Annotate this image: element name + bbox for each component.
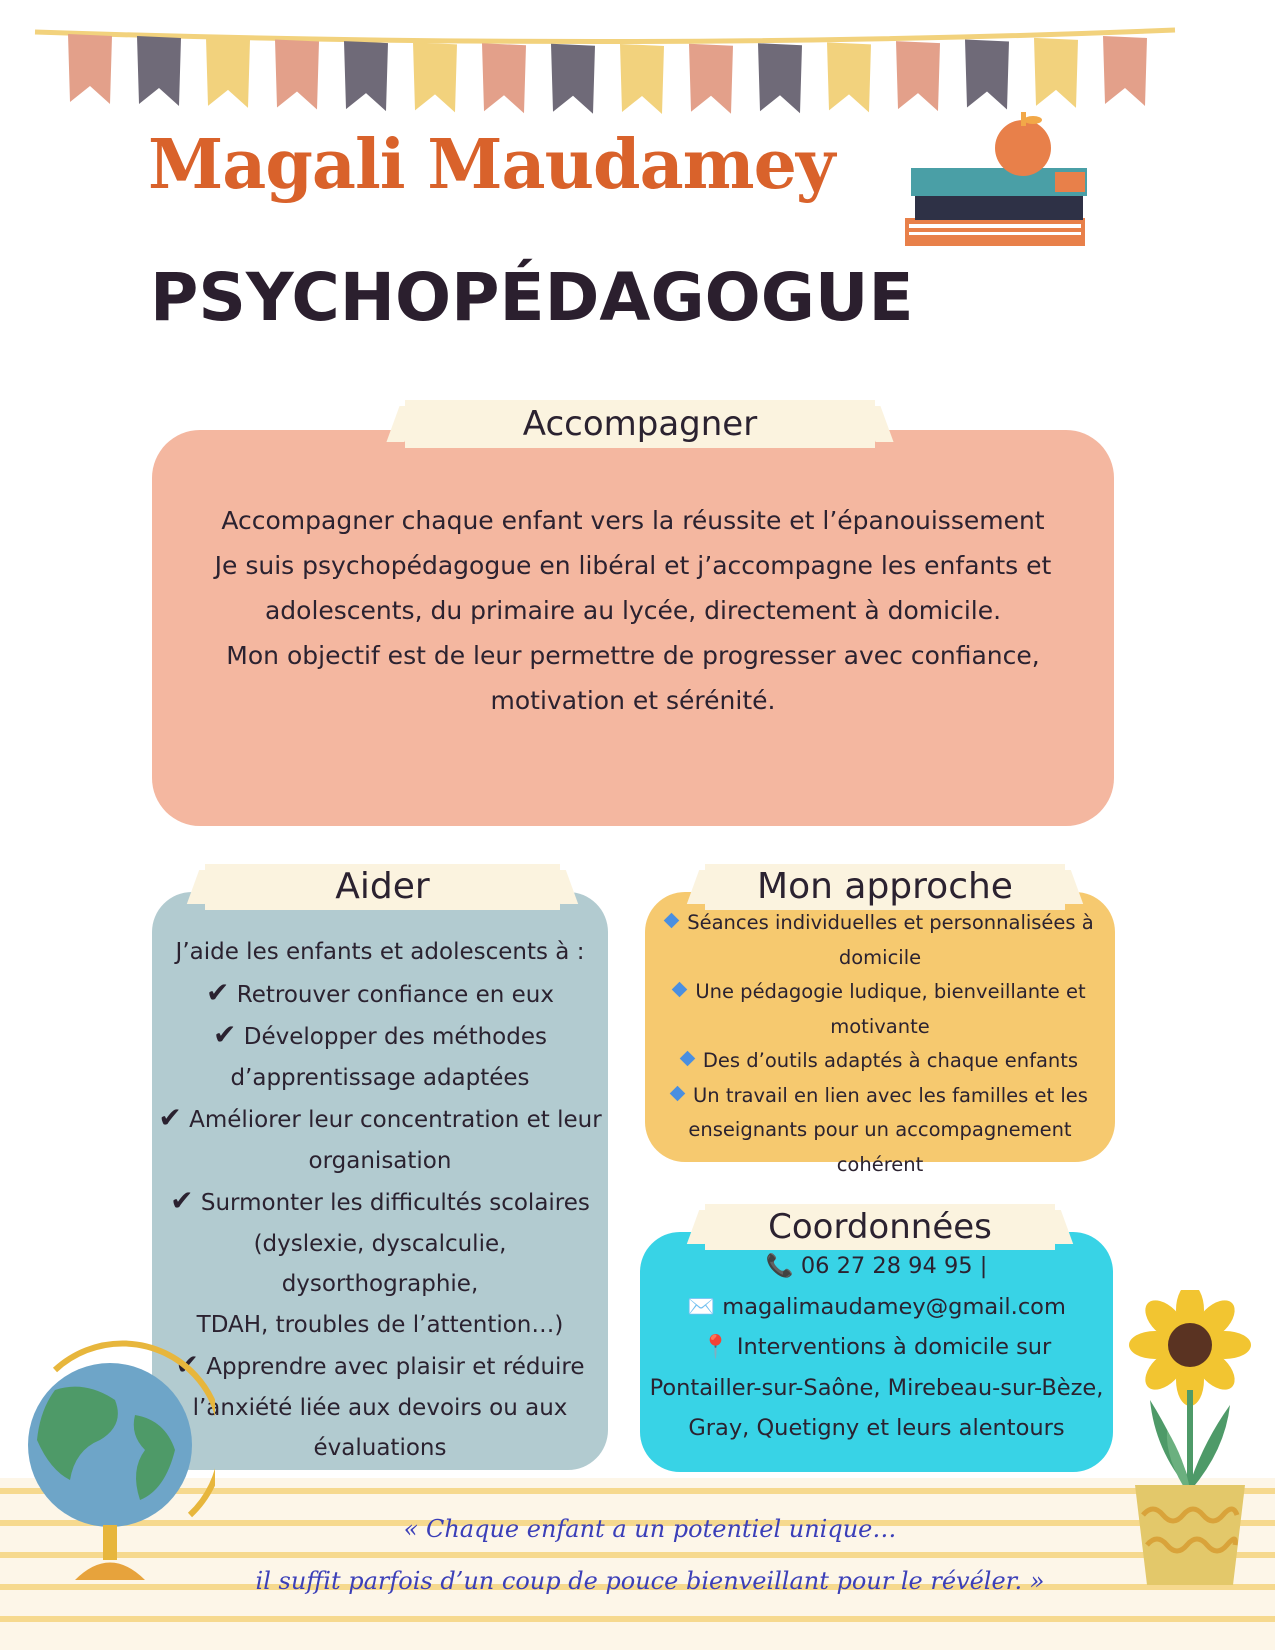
quote-line-2: il suffit parfois d’un coup de pouce bienveillant pour le révéler. »	[255, 1567, 1045, 1595]
approche-item	[651, 1010, 1109, 1045]
bunting-flag	[482, 43, 526, 113]
aider-item-text: Apprendre avec plaisir et réduire	[206, 1354, 585, 1380]
aider-item-text: Retrouver confiance en eux	[236, 981, 554, 1008]
bunting-flag	[1103, 36, 1147, 106]
accompagner-line: motivation et sérénité.	[490, 686, 776, 715]
checkmark-icon: ✔	[158, 1101, 182, 1134]
bunting-flag	[206, 38, 250, 108]
aider-item-text: évaluations	[313, 1435, 447, 1461]
aider-item	[152, 1388, 608, 1429]
bunting-flag	[551, 44, 595, 114]
approche-item	[651, 1079, 1109, 1114]
aider-item	[152, 1098, 608, 1141]
approche-item	[651, 1113, 1109, 1182]
quote-line-1: « Chaque enfant a un potentiel unique…	[403, 1515, 897, 1543]
aider-item-text: TDAH, troubles de l’attention…)	[196, 1311, 564, 1338]
coordonnees-list	[640, 1246, 1113, 1449]
books-apple-icon	[905, 108, 1115, 258]
aider-section-title: Aider	[205, 864, 560, 910]
aider-card	[152, 892, 608, 1470]
location-line: Gray, Quetigny et leurs alentours	[688, 1415, 1065, 1441]
approche-item-text: motivante	[830, 1014, 930, 1038]
aider-item	[152, 973, 608, 1016]
email-icon: ✉️	[687, 1293, 716, 1320]
bunting-flag	[965, 40, 1009, 110]
bunting-flag	[896, 41, 940, 111]
approche-item	[651, 975, 1109, 1010]
location-line: Pontailler-sur-Saône, Mirebeau-sur-Bèze,	[649, 1374, 1104, 1401]
accompagner-section-title: Accompagner	[405, 400, 875, 448]
bunting-flag	[827, 42, 871, 112]
coordonnees-card	[640, 1232, 1113, 1472]
phone-row	[640, 1246, 1113, 1287]
aider-item	[152, 1224, 608, 1305]
bunting-flag	[68, 34, 112, 104]
location-row	[640, 1327, 1113, 1368]
accompagner-line: adolescents, du primaire au lycée, directement à domicile.	[264, 596, 1002, 625]
approche-item-text: Une pédagogie ludique, bienveillante et	[695, 980, 1086, 1003]
aider-item	[152, 1345, 608, 1388]
checkmark-icon: ✔	[175, 1348, 199, 1381]
coordonnees-section-title: Coordonnées	[705, 1204, 1055, 1250]
accompagner-line: Je suis psychopédagogue en libéral et j’accompagne les enfants et	[214, 551, 1052, 580]
phone-icon: 📞	[765, 1253, 794, 1279]
aider-item	[152, 1181, 608, 1224]
blue-diamond-icon	[672, 982, 688, 998]
aider-item-text: organisation	[308, 1147, 452, 1174]
email-address[interactable]: magalimaudamey@gmail.com	[722, 1293, 1066, 1320]
blue-diamond-icon	[670, 1085, 686, 1101]
location-pin-icon: 📍	[701, 1334, 730, 1360]
bunting-flag	[758, 43, 802, 113]
aider-intro: J’aide les enfants et adolescents à :	[175, 939, 585, 965]
aider-item	[152, 1058, 608, 1099]
approche-section-title: Mon approche	[705, 864, 1065, 910]
bunting-flag	[620, 44, 664, 114]
bunting-flag	[689, 44, 733, 114]
aider-item	[152, 1141, 608, 1182]
bunting-flag	[413, 42, 457, 112]
checkmark-icon: ✔	[213, 1018, 237, 1051]
quote	[150, 1503, 1150, 1607]
bunting-flag	[344, 41, 388, 111]
bunting-flag	[275, 40, 319, 110]
approche-item	[651, 906, 1109, 941]
aider-item-text: l’anxiété liée aux devoirs ou aux	[192, 1394, 568, 1421]
aider-item-text: d’apprentissage adaptées	[230, 1064, 530, 1091]
approche-item-text: domicile	[838, 945, 922, 969]
aider-item-text: Améliorer leur concentration et leur	[189, 1107, 602, 1133]
approche-item	[651, 1044, 1109, 1079]
aider-item-text: Surmonter les difficultés scolaires	[200, 1190, 590, 1216]
checkmark-icon: ✔	[170, 1184, 194, 1217]
aider-list	[152, 932, 608, 1469]
aider-item	[152, 1428, 608, 1469]
approche-card	[645, 892, 1115, 1176]
approche-item-text: Séances individuelles et personnalisées à	[687, 911, 1094, 934]
aider-item	[152, 1305, 608, 1346]
approche-item	[651, 941, 1109, 976]
accompagner-line: Accompagner chaque enfant vers la réussite et l’épanouissement	[221, 506, 1045, 535]
email-row	[640, 1287, 1113, 1328]
blue-diamond-icon	[680, 1051, 696, 1067]
location-line: Interventions à domicile sur	[736, 1334, 1052, 1360]
phone-number[interactable]: 06 27 28 94 95 |	[800, 1253, 988, 1279]
approche-item-text: Des d’outils adaptés à chaque enfants	[702, 1049, 1079, 1072]
accompagner-line: Mon objectif est de leur permettre de progresser avec confiance,	[226, 641, 1040, 670]
accompagner-card	[152, 430, 1114, 826]
profession-title: PSYCHOPÉDAGOGUE	[150, 259, 914, 336]
person-name: Magali Maudamey	[148, 125, 835, 205]
aider-item-text: Développer des méthodes	[243, 1024, 547, 1050]
accompagner-text	[172, 498, 1094, 723]
bunting-flag	[137, 36, 181, 106]
bunting-flag	[1034, 38, 1078, 108]
approche-item-text: Un travail en lien avec les familles et les	[693, 1083, 1088, 1107]
aider-item	[152, 1015, 608, 1058]
aider-item-text: (dyslexie, dyscalculie, dysorthographie,	[253, 1230, 507, 1297]
approche-list	[651, 906, 1109, 1182]
approche-item-text: enseignants pour un accompagnement cohérent	[688, 1118, 1072, 1176]
checkmark-icon: ✔	[206, 975, 230, 1009]
blue-diamond-icon	[664, 913, 680, 929]
